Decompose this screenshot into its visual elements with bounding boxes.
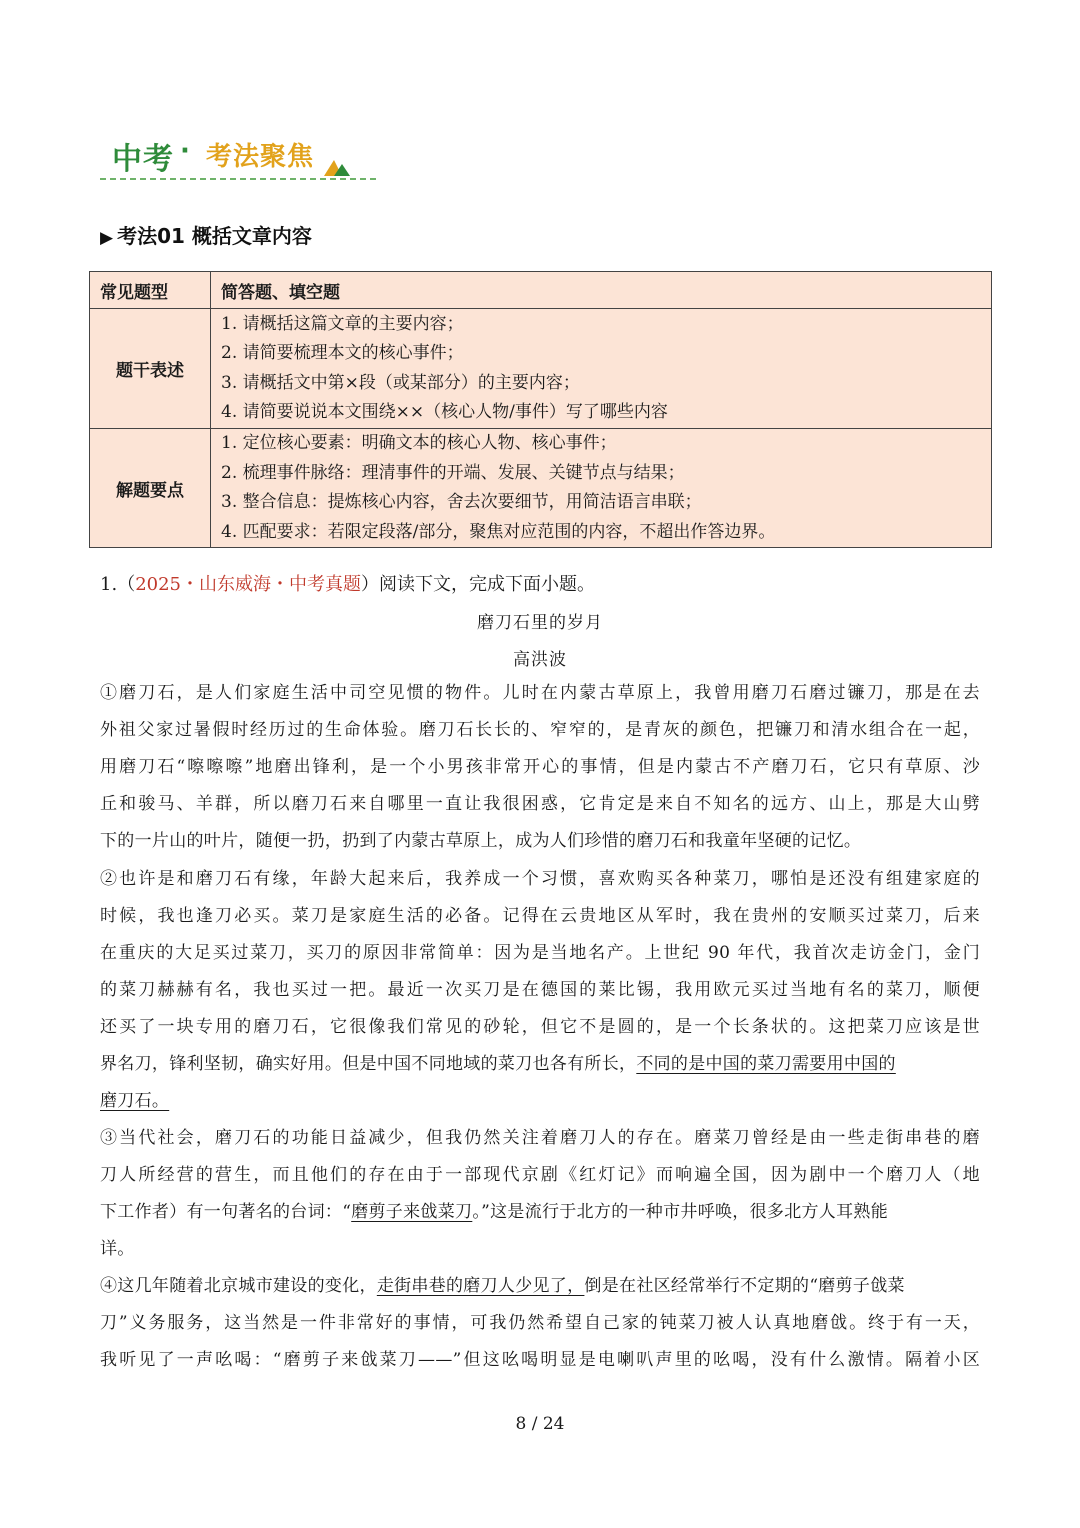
text-line [100, 1083, 980, 1120]
logo-underline [100, 178, 376, 180]
question-instruction: 阅读下文，完成下面小题。 [379, 574, 595, 595]
underlined-segment: 走街串巷的磨刀人少见了， [376, 1276, 585, 1296]
table-value: 简答题、填空题 [211, 272, 992, 309]
article-paragraph-4 [100, 1268, 980, 1379]
mountain-icon [322, 154, 352, 176]
text-line: 刀”义务服务，这当然是一件非常好的事情，可我仍然希望自己家的钝菜刀被人认真地磨戗。终于有一天， [100, 1313, 980, 1333]
question-number: 1. [100, 574, 118, 595]
article-paragraph-3 [100, 1120, 980, 1268]
list-item: 1. 请概括这篇文章的主要内容； [221, 313, 464, 334]
article-author: 高洪波 [513, 650, 567, 670]
text-segment: 倒是在社区经常举行不定期的“磨剪子戗菜 [584, 1276, 905, 1296]
open-paren: （ [117, 574, 136, 595]
table-key: 解题要点 [90, 429, 211, 548]
text-segment: 下工作者）有一句著名的台词：“ [100, 1202, 352, 1222]
close-paren: ） [361, 574, 379, 595]
text-line: 下的一片山的叶片，随便一扔，扔到了内蒙古草原上，成为人们珍惜的磨刀石和我童年坚硬的记忆。 [100, 831, 862, 851]
question-source: 2025・山东威海・中考真题 [135, 574, 361, 595]
text-segment: ④这几年随着北京城市建设的变化， [100, 1276, 377, 1296]
list-item: 1. 定位核心要素：明确文本的核心人物、核心事件； [221, 433, 617, 453]
logo-text-kaofa: 考法聚焦 [206, 142, 315, 172]
article-paragraph-1 [100, 675, 980, 860]
article-paragraph-2 [100, 861, 980, 1120]
text-line: 时候，我也逢刀必买。菜刀是家庭生活的必备。记得在云贵地区从军时，我在贵州的安顺买过菜刀，后来 [100, 906, 980, 926]
list-item: 2. 请简要梳理本文的核心事件； [221, 343, 464, 363]
table-row [90, 429, 992, 548]
underlined-segment: 不同的是中国的菜刀需要用中国的 [636, 1054, 896, 1074]
underlined-segment: 磨剪子来戗菜刀 [351, 1202, 473, 1222]
logo-text-zhongkao: 中考 [112, 142, 174, 177]
table-key: 题干表述 [90, 309, 211, 429]
text-line: 在重庆的大足买过菜刀，买刀的原因非常简单：因为是当地名产。上世纪 90 年代，我首次走访金门，金门 [100, 943, 980, 963]
text-segment: 界名刀，锋利坚韧，确实好用。但是中国不同地域的菜刀也各有所长， [100, 1054, 637, 1074]
list-item: 3. 整合信息：提炼核心内容，舍去次要细节，用简洁语言串联； [221, 492, 702, 512]
arrow-icon: ▶ [100, 228, 114, 248]
list-item: 2. 梳理事件脉络：理清事件的开端、发展、关键节点与结果； [221, 462, 685, 483]
table-value [211, 309, 992, 429]
text-line: ①磨刀石，是人们家庭生活中司空见惯的物件。儿时在内蒙古草原上，我曾用磨刀石磨过镰刀，那是在去 [100, 683, 980, 703]
question-header [100, 570, 595, 596]
page-number: 8 / 24 [515, 1414, 565, 1434]
method-table [89, 271, 992, 548]
list-item: 4. 匹配要求：若限定段落/部分，聚焦对应范围的内容，不超出作答边界。 [221, 521, 776, 542]
table-row [90, 272, 992, 309]
list-item: 4. 请简要说说本文围绕××（核心人物/事件）写了哪些内容 [221, 402, 668, 422]
table-value [211, 429, 992, 548]
header-logo [100, 126, 390, 186]
table-key: 常见题型 [90, 272, 211, 309]
text-line: 我听见了一声吆喝：“磨剪子来戗菜刀——”但这吆喝明显是电喇叭声里的吆喝，没有什么激情。隔着小区 [100, 1350, 980, 1370]
text-line: ②也许是和磨刀石有缘，年龄大起来后，我养成一个习惯，喜欢购买各种菜刀，哪怕是还没有组建家庭的 [100, 869, 980, 889]
text-line [100, 1046, 980, 1083]
text-segment: 。”这是流行于北方的一种市井呼唤，很多北方人耳熟能 [472, 1202, 889, 1222]
underlined-segment: 磨刀石。 [100, 1091, 170, 1111]
section-title-text: 考法01 概括文章内容 [117, 224, 312, 248]
list-item: 3. 请概括文中第×段（或某部分）的主要内容； [221, 372, 580, 393]
article-title: 磨刀石里的岁月 [477, 613, 603, 633]
text-line: ③当代社会，磨刀石的功能日益减少，但我仍然关注着磨刀人的存在。磨菜刀曾经是由一些走街串巷的磨 [100, 1128, 980, 1148]
text-line: 还买了一块专用的磨刀石，它很像我们常见的砂轮，但它不是圆的，是一个长条状的。这把菜刀应该是世 [100, 1017, 980, 1037]
text-line: 刀人所经营的营生，而且他们的存在由于一部现代京剧《红灯记》而响遍全国，因为剧中一个磨刀人（地 [100, 1165, 980, 1185]
text-line: 用磨刀石“嚓嚓嚓”地磨出锋利，是一个小男孩非常开心的事情，但是内蒙古不产磨刀石，它只有草原、沙 [100, 757, 980, 777]
text-line [100, 1194, 980, 1231]
text-line [100, 1268, 980, 1305]
text-line: 外祖父家过暑假时经历过的生命体验。磨刀石长长的、窄窄的，是青灰的颜色，把镰刀和清水组合在一起， [100, 720, 980, 740]
text-line: 丘和骏马、羊群，所以磨刀石来自哪里一直让我很困惑，它肯定是来自不知名的远方、山上，那是大山劈 [100, 794, 980, 814]
text-line: 详。 [100, 1239, 135, 1259]
logo-dot: · [180, 136, 190, 166]
section-title [100, 220, 312, 249]
table-row [90, 309, 992, 429]
text-line: 的菜刀赫赫有名，我也买过一把。最近一次买刀是在德国的莱比锡，我用欧元买过当地有名的菜刀，顺便 [100, 980, 980, 1000]
